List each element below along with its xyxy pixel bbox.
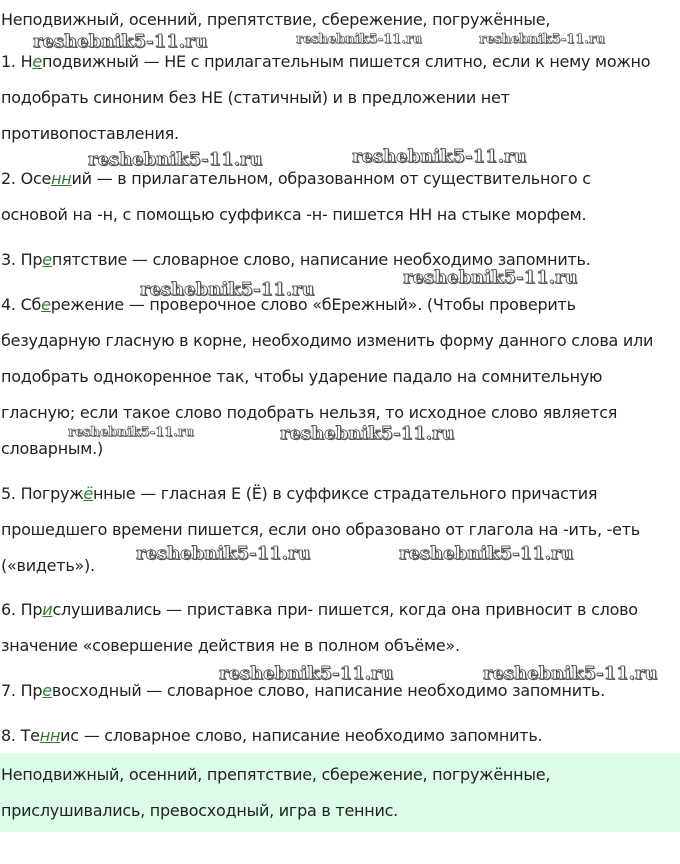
watermark: reshebnik5-11.ru (88, 149, 263, 170)
highlighted-letter: ё (83, 484, 93, 503)
item-5-line-2: прошедшего времени пишется, если оно образовано от глагола на -ить, -еть (1, 520, 640, 539)
highlighted-letter: е (32, 52, 42, 71)
highlighted-letter: нн (39, 726, 61, 745)
highlighted-letter: е (42, 681, 52, 700)
item-2-line-2: основой на -н, с помощью суффикса -н- пишется НН на стыке морфем. (1, 205, 587, 224)
word-start: Н (20, 52, 33, 71)
word-start: Те (20, 726, 40, 745)
watermark: reshebnik5-11.ru (68, 425, 195, 440)
item-4-line-5: словарным.) (1, 439, 103, 458)
word-start: Погруж (20, 484, 84, 503)
highlighted-letter: е (41, 295, 51, 314)
item-4-line-3: подобрать однокоренное так, чтобы ударение падало на сомнительную (1, 367, 603, 386)
word-start: Пр (20, 600, 43, 619)
watermark: reshebnik5-11.ru (296, 32, 423, 47)
word-start: Осе (20, 169, 52, 188)
explanation: нные — гласная Е (Ё) в суффиксе страдательного причастия (92, 484, 598, 503)
item-number: 1. (1, 52, 16, 71)
explanation: режение — проверочное слово «бЕрежный». (Чтобы проверить (50, 295, 576, 314)
word-start: Сб (20, 295, 42, 314)
item-1-line-2: подобрать синоним без НЕ (статичный) и в предложении нет (1, 88, 510, 107)
answer-line-2: прислушивались, превосходный, игра в теннис. (1, 801, 398, 820)
item-number: 3. (1, 250, 16, 269)
item-4-line-4: гласную; если такое слово подобрать нельзя, то исходное слово является (1, 403, 618, 422)
item-1-line-1 (1, 52, 650, 72)
watermark: reshebnik5-11.ru (136, 543, 311, 564)
item-2-line-1 (1, 169, 591, 189)
explanation: слушивались — приставка при- пишется, когда она привносит в слово (52, 600, 638, 619)
word-start: Пр (20, 681, 43, 700)
item-number: 8. (1, 726, 16, 745)
answer-line-1: Неподвижный, осенний, препятствие, сбережение, погружённые, (1, 765, 551, 784)
item-6-line-2: значение «совершение действия не в полном объёме». (1, 636, 460, 655)
explanation: ий — в прилагательном, образованном от существительного с (71, 169, 591, 188)
watermark: reshebnik5-11.ru (403, 267, 578, 288)
explanation: подвижный — НЕ с прилагательным пишется слитно, если к нему можно (41, 52, 651, 71)
watermark: reshebnik5-11.ru (280, 423, 455, 444)
item-number: 2. (1, 169, 16, 188)
item-number: 7. (1, 681, 16, 700)
item-5-line-3: («видеть»). (1, 556, 95, 575)
highlighted-letter: е (42, 250, 52, 269)
explanation: восходный — словарное слово, написание необходимо запомнить. (51, 681, 605, 700)
item-number: 6. (1, 600, 16, 619)
watermark: reshebnik5-11.ru (352, 146, 527, 167)
item-1-line-3: противопоставления. (1, 124, 179, 143)
highlighted-letter: и (42, 600, 53, 619)
item-6-line-1 (1, 600, 638, 620)
watermark: reshebnik5-11.ru (479, 32, 606, 47)
highlighted-letter: нн (51, 169, 72, 188)
word-start: Пр (20, 250, 43, 269)
item-number: 5. (1, 484, 16, 503)
watermark: reshebnik5-11.ru (483, 663, 658, 684)
explanation: ис — словарное слово, написание необходимо запомнить. (60, 726, 543, 745)
watermark: reshebnik5-11.ru (399, 543, 574, 564)
item-8-line-1 (1, 726, 542, 746)
intro-text: Неподвижный, осенний, препятствие, сбережение, погружённые, (1, 10, 551, 29)
watermark: reshebnik5-11.ru (140, 279, 315, 300)
item-4-line-2: безударную гласную в корне, необходимо изменить форму данного слова или (1, 331, 654, 350)
explanation: пятствие — словарное слово, написание необходимо запомнить. (51, 250, 591, 269)
watermark: reshebnik5-11.ru (219, 663, 394, 684)
watermark: reshebnik5-11.ru (33, 31, 208, 52)
item-5-line-1 (1, 484, 597, 504)
item-number: 4. (1, 295, 16, 314)
item-7-line-1 (1, 681, 605, 701)
